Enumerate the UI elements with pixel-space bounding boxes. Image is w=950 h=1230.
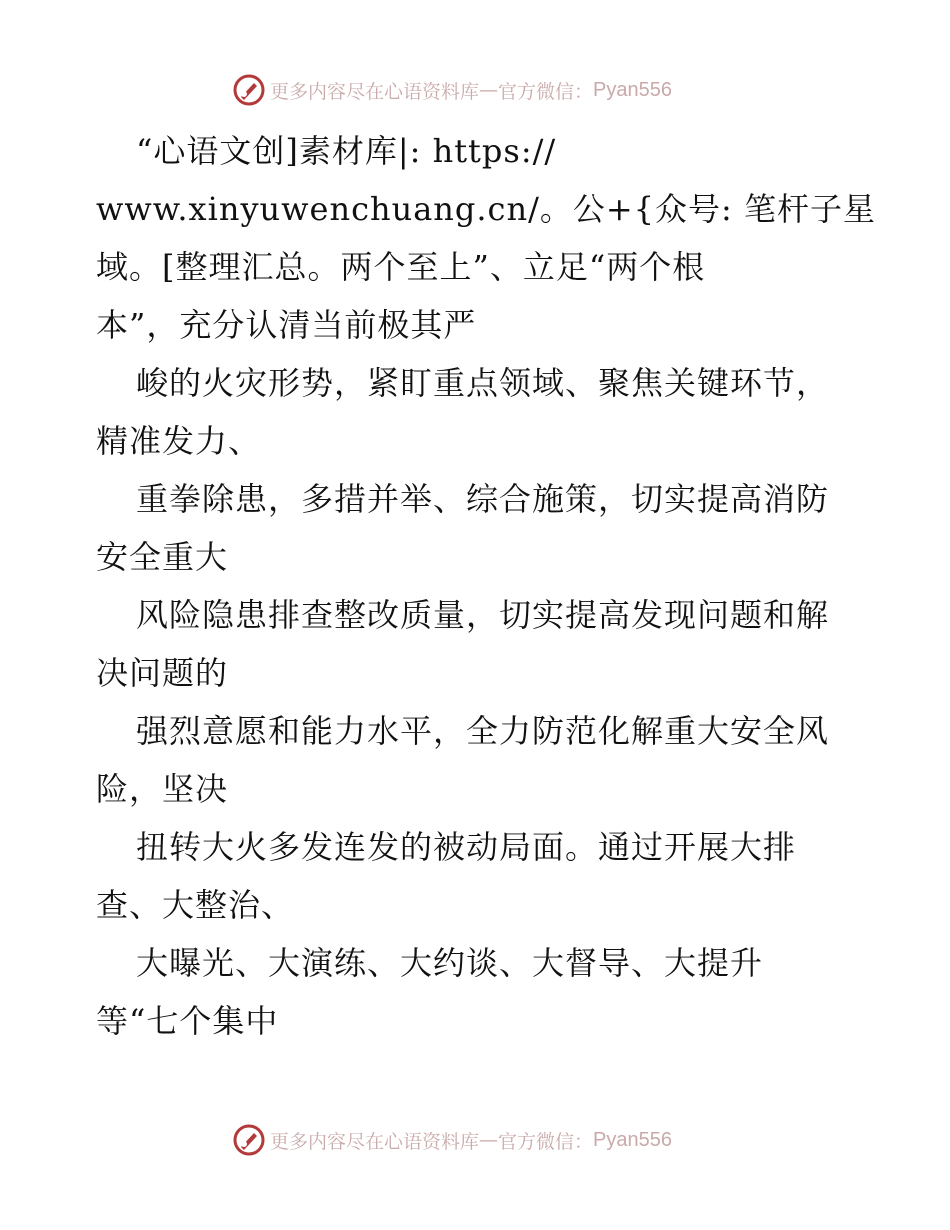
body-line: 峻的火灾形势，紧盯重点领域、聚焦关键环节， [136, 364, 830, 402]
body-line: 决问题的 [96, 654, 229, 692]
body-line: 精准发力、 [96, 422, 262, 460]
footer-banner-official: 官方微信： [498, 1130, 594, 1153]
document-body [96, 122, 876, 1050]
body-line: 域。[整理汇总。两个至上”、立足“两个根 [96, 248, 706, 286]
body-line: 强烈意愿和能力水平，全力防范化解重大安全风 [136, 712, 830, 750]
header-banner-text: 更多内容尽在心语资料库 [270, 80, 480, 103]
footer-banner [232, 1123, 672, 1157]
brush-circle-logo-icon [232, 1123, 266, 1157]
brush-circle-logo-icon [232, 73, 266, 107]
header-banner-official: 官方微信： [498, 80, 594, 103]
header-banner [232, 73, 672, 107]
body-line: “心语文创]素材库|: https:// [136, 132, 557, 170]
header-banner-id: Pyan556 [593, 78, 672, 101]
body-line: 风险隐患排查整改质量，切实提高发现问题和解 [136, 596, 830, 634]
footer-banner-separator: — [479, 1129, 499, 1151]
body-line: 险，坚决 [96, 770, 229, 808]
body-line: 大曝光、大演练、大约谈、大督导、大提升 [136, 944, 764, 982]
header-banner-separator: — [479, 79, 499, 101]
body-line: 查、大整治、 [96, 886, 295, 924]
body-line: 安全重大 [96, 538, 229, 576]
body-line: www.xinyuwenchuang.cn/。公+{众号: 笔杆子星 [96, 190, 876, 228]
body-line: 重拳除患，多措并举、综合施策，切实提高消防 [136, 480, 830, 518]
body-line: 扭转大火多发连发的被动局面。通过开展大排 [136, 828, 797, 866]
footer-banner-id: Pyan556 [593, 1128, 672, 1151]
body-line: 等“七个集中 [96, 1002, 279, 1040]
body-line: 本”，充分认清当前极其严 [96, 306, 477, 344]
footer-banner-text: 更多内容尽在心语资料库 [270, 1130, 480, 1153]
